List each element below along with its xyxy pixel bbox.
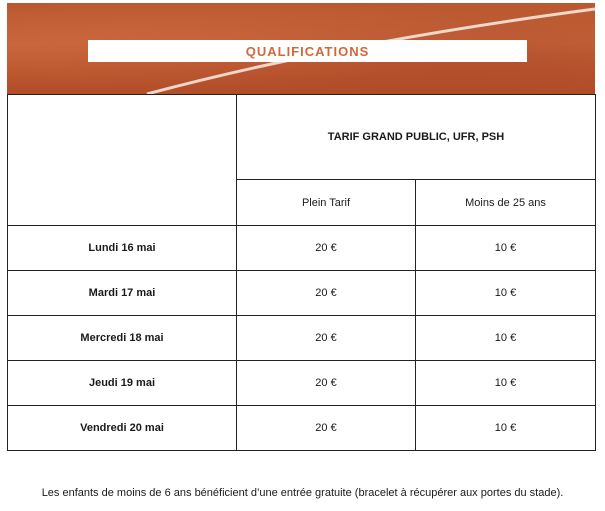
day-cell: Mardi 17 mai [8, 271, 237, 316]
price-plein-cell: 20 € [237, 226, 416, 271]
day-cell: Lundi 16 mai [8, 226, 237, 271]
table-row [8, 271, 596, 316]
price-moins25-cell: 10 € [416, 271, 596, 316]
header-group-label: TARIF GRAND PUBLIC, UFR, PSH [237, 95, 596, 180]
price-plein-cell: 20 € [237, 271, 416, 316]
price-plein-cell: 20 € [237, 361, 416, 406]
table-row [8, 316, 596, 361]
table-row [8, 361, 596, 406]
header-empty-cell [8, 95, 237, 226]
table-header-row [8, 95, 596, 180]
price-moins25-cell: 10 € [416, 406, 596, 451]
banner-title-box [88, 40, 527, 62]
price-plein-cell: 20 € [237, 316, 416, 361]
price-moins25-cell: 10 € [416, 361, 596, 406]
column-header-moins-25: Moins de 25 ans [416, 180, 596, 226]
table-row [8, 226, 596, 271]
price-table [7, 94, 596, 451]
day-cell: Mercredi 18 mai [8, 316, 237, 361]
price-moins25-cell: 10 € [416, 316, 596, 361]
price-plein-cell: 20 € [237, 406, 416, 451]
table-row [8, 406, 596, 451]
clay-court-banner [7, 3, 595, 94]
footnote-text: Les enfants de moins de 6 ans bénéficient d’une entrée gratuite (bracelet à récupérer aux portes du stade). [41, 487, 564, 499]
price-moins25-cell: 10 € [416, 226, 596, 271]
day-cell: Vendredi 20 mai [8, 406, 237, 451]
page-title: QUALIFICATIONS [245, 43, 370, 59]
column-header-plein-tarif: Plein Tarif [237, 180, 416, 226]
day-cell: Jeudi 19 mai [8, 361, 237, 406]
